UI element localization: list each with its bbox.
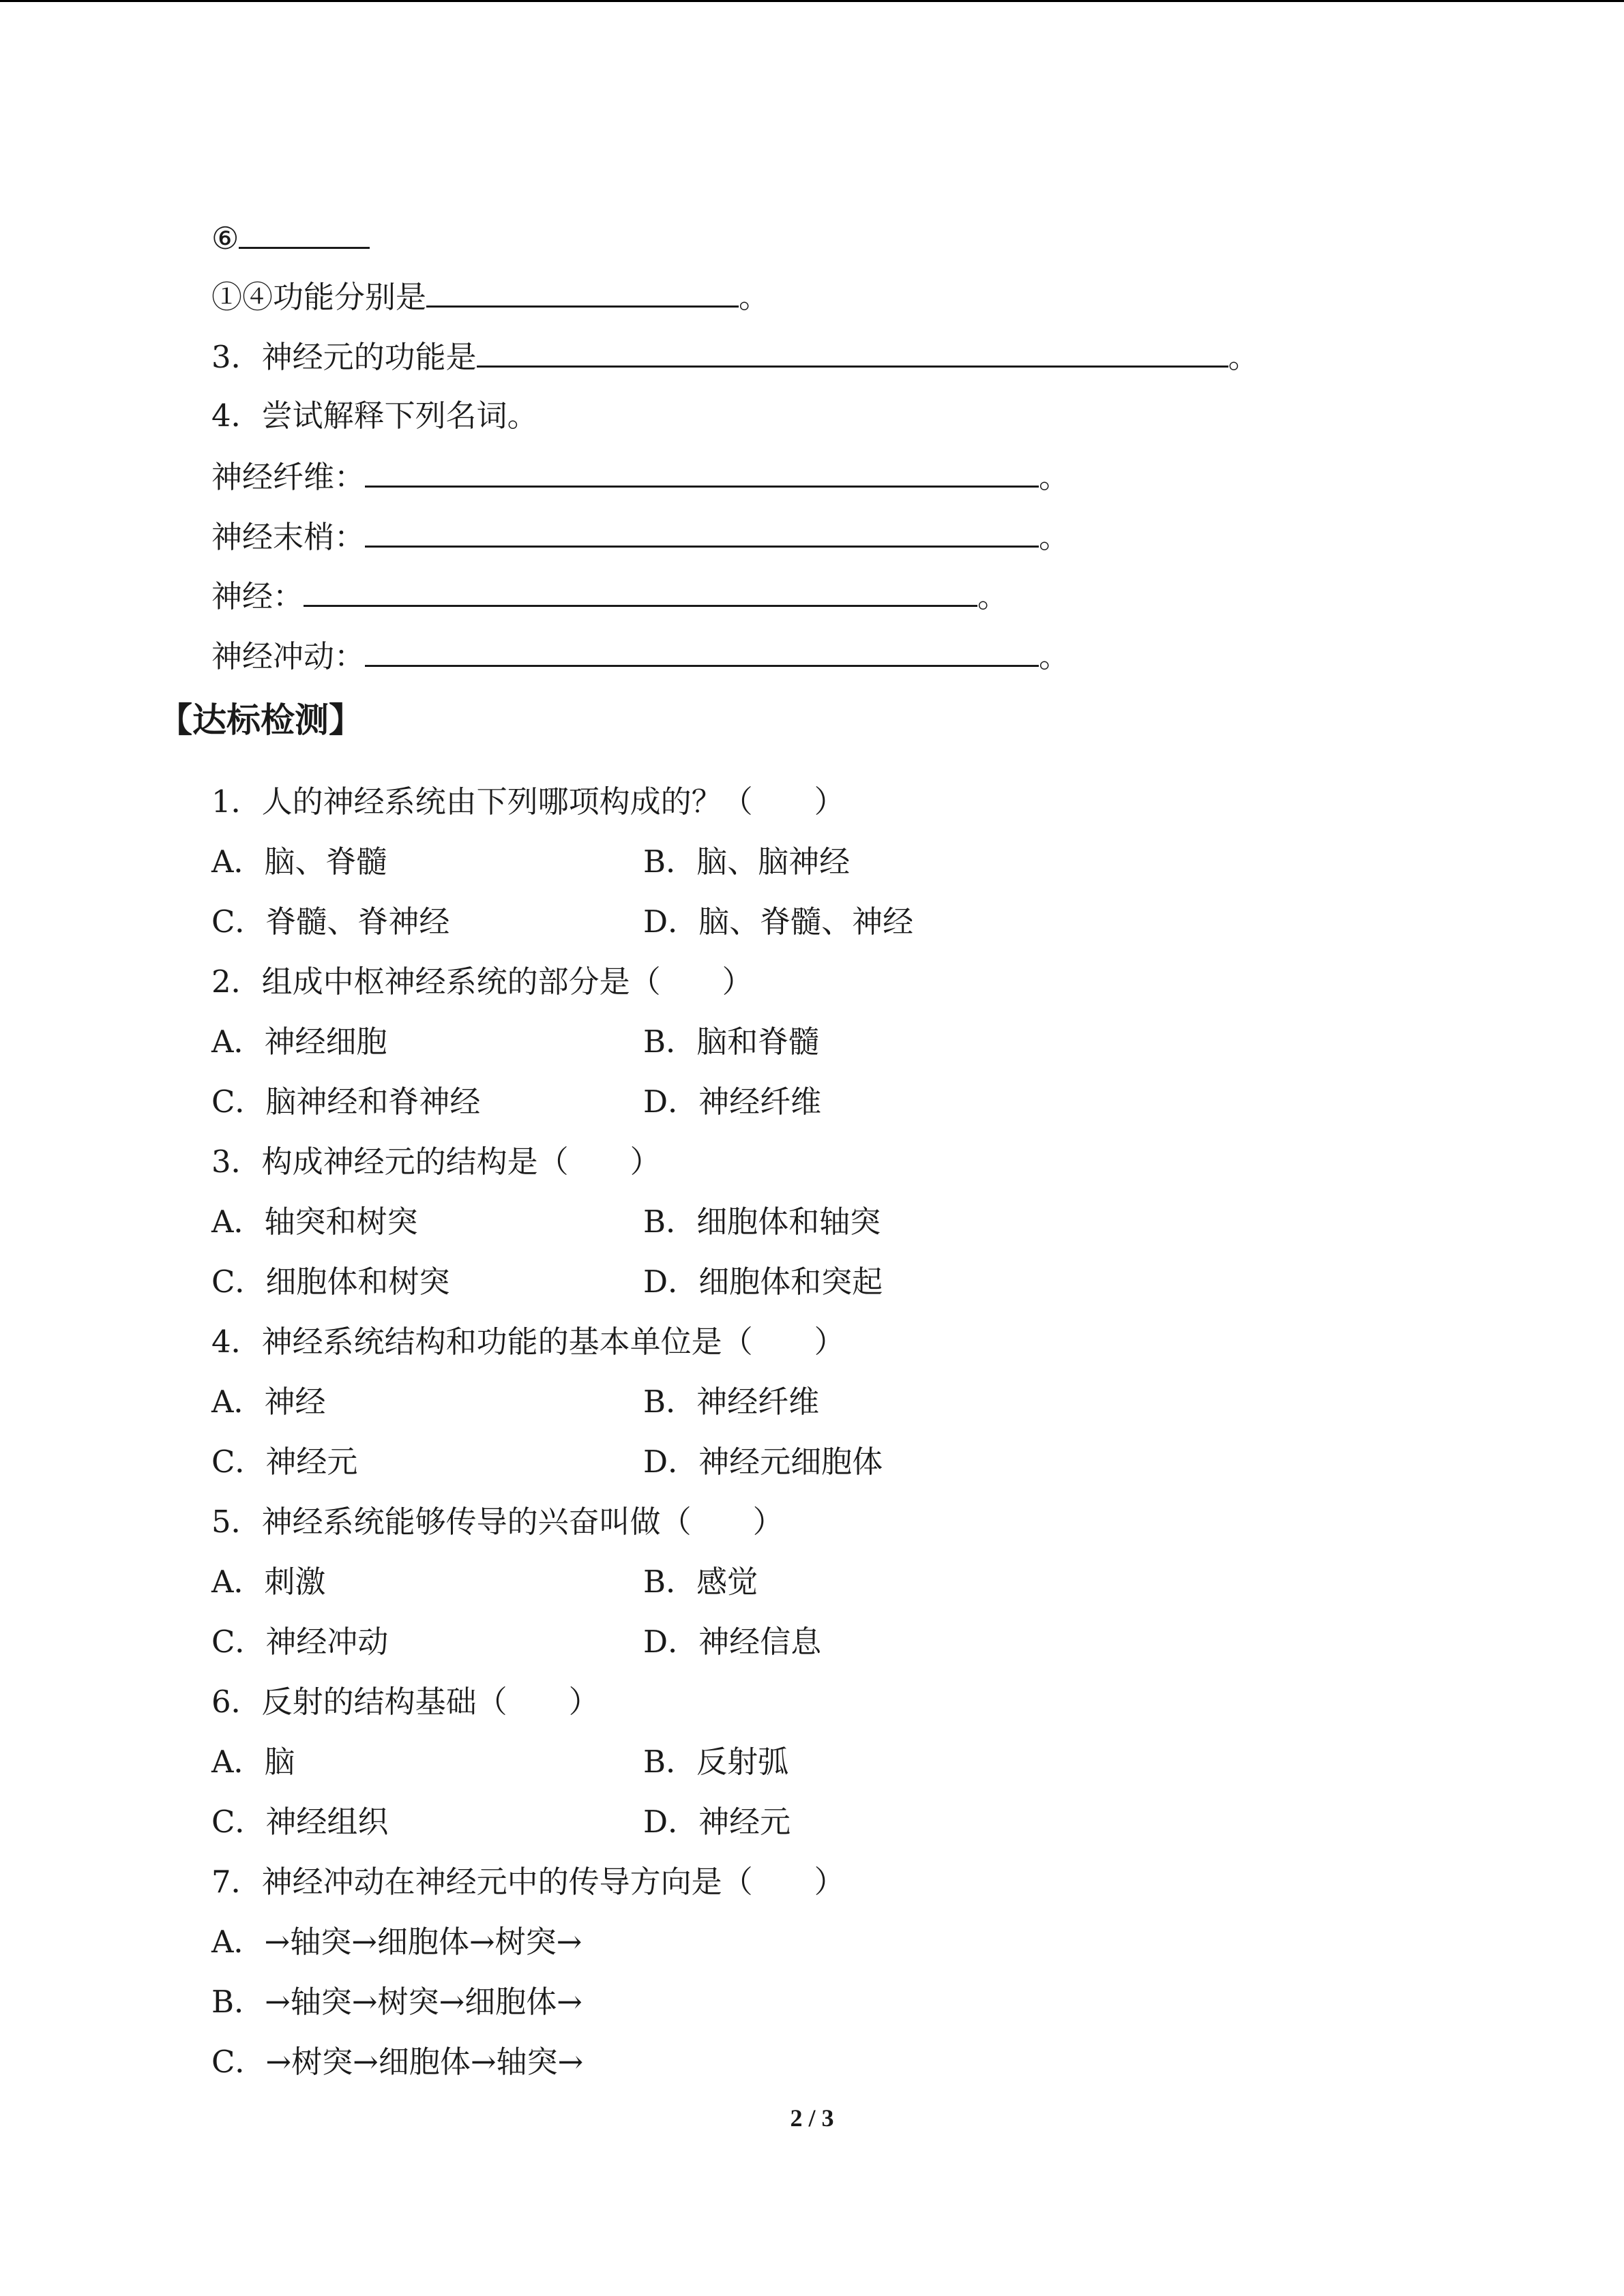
- q3-line: [211, 336, 1259, 378]
- section-title: 【达标检测】: [158, 700, 363, 740]
- question-options-row: [211, 841, 1507, 882]
- term-blank[interactable]: [365, 635, 1039, 667]
- question-options-row: [211, 1262, 1507, 1302]
- option-b[interactable]: B．细胞体和轴突: [643, 1204, 881, 1240]
- term-end: 。: [977, 578, 1009, 614]
- option-b[interactable]: B．神经纤维: [643, 1384, 820, 1420]
- question-stem: 2．组成中枢神经系统的部分是（ ）: [211, 964, 753, 1000]
- term-label: 神经末梢：: [211, 519, 366, 555]
- question-stem: 5．神经系统能够传导的兴奋叫做（ ）: [211, 1504, 784, 1540]
- term-label: 神经：: [211, 578, 304, 614]
- option-a[interactable]: A．脑: [211, 1744, 295, 1780]
- option-c[interactable]: C．脊髓、脊神经: [211, 904, 450, 940]
- q3-end: 。: [1228, 339, 1259, 375]
- term-nerve-fiber: [211, 456, 1069, 498]
- question-options-row: [211, 1562, 1507, 1602]
- term-label: 神经冲动：: [211, 638, 366, 674]
- question-stem: 3．构成神经元的结构是（ ）: [211, 1144, 661, 1180]
- option-d[interactable]: D．细胞体和突起: [643, 1264, 883, 1300]
- option-d[interactable]: D．神经元: [643, 1804, 791, 1840]
- option-a[interactable]: A．神经: [211, 1384, 326, 1420]
- option-d[interactable]: D．脑、脊髓、神经: [643, 904, 914, 940]
- option-c[interactable]: C．神经组织: [211, 1804, 389, 1840]
- item6-line: [211, 217, 370, 259]
- option-c[interactable]: C．细胞体和树突: [211, 1264, 450, 1300]
- option-b[interactable]: B．感觉: [643, 1564, 758, 1600]
- option-b[interactable]: B．脑、脑神经: [643, 844, 851, 880]
- question-options-row: [211, 1742, 1507, 1783]
- term-label: 神经纤维：: [211, 459, 366, 495]
- option-d[interactable]: D．神经纤维: [643, 1084, 822, 1120]
- top-border: [0, 0, 1624, 2]
- item6-blank[interactable]: [239, 217, 370, 249]
- q4-line: 4．尝试解释下列名词。: [211, 398, 538, 434]
- option-b[interactable]: B．→轴突→树突→细胞体→: [211, 1984, 582, 2020]
- term-end: 。: [1039, 638, 1070, 674]
- term-nerve-ending: [211, 516, 1069, 558]
- q3-prompt: 3．神经元的功能是: [211, 339, 477, 375]
- option-a[interactable]: A．→轴突→细胞体→树突→: [211, 1924, 582, 1960]
- term-blank[interactable]: [365, 516, 1039, 548]
- question-options-row: [211, 1622, 1507, 1663]
- term-blank[interactable]: [365, 456, 1039, 488]
- option-c[interactable]: C．→树突→细胞体→轴突→: [211, 2044, 584, 2080]
- question-options-row: [211, 1022, 1507, 1062]
- question-options-row: [211, 1382, 1507, 1422]
- term-end: 。: [1039, 459, 1070, 495]
- question-stem: 6．反射的结构基础（ ）: [211, 1684, 600, 1720]
- option-b[interactable]: B．脑和脊髓: [643, 1024, 820, 1060]
- option-d[interactable]: D．神经元细胞体: [643, 1444, 883, 1480]
- option-c[interactable]: C．神经元: [211, 1444, 358, 1480]
- option-a[interactable]: A．脑、脊髓: [211, 844, 387, 880]
- question-stem: 1．人的神经系统由下列哪项构成的？（ ）: [211, 784, 845, 820]
- question-options-row: [211, 1202, 1507, 1242]
- functions-blank[interactable]: [426, 275, 739, 308]
- question-options-row: [211, 901, 1507, 942]
- option-d[interactable]: D．神经信息: [643, 1624, 822, 1660]
- page-number: 2 / 3: [790, 2104, 834, 2132]
- functions-line: [211, 275, 769, 318]
- functions-end: 。: [739, 279, 770, 315]
- question-options-row: [211, 1082, 1507, 1122]
- q3-blank[interactable]: [477, 336, 1228, 368]
- term-nerve-impulse: [211, 635, 1069, 677]
- option-a[interactable]: A．刺激: [211, 1564, 326, 1600]
- question-stem: 7．神经冲动在神经元中的传导方向是（ ）: [211, 1864, 845, 1900]
- term-nerve: [211, 575, 1008, 617]
- item6-marker: ⑥: [211, 220, 239, 256]
- option-c[interactable]: C．脑神经和脊神经: [211, 1084, 481, 1120]
- question-options-row: [211, 1442, 1507, 1482]
- option-b[interactable]: B．反射弧: [643, 1744, 789, 1780]
- question-stem: 4．神经系统结构和功能的基本单位是（ ）: [211, 1324, 845, 1360]
- question-options-row: [211, 1802, 1507, 1843]
- option-c[interactable]: C．神经冲动: [211, 1624, 389, 1660]
- term-blank[interactable]: [304, 575, 977, 607]
- functions-prompt: ①④功能分别是: [211, 279, 427, 315]
- option-a[interactable]: A．轴突和树突: [211, 1204, 418, 1240]
- option-a[interactable]: A．神经细胞: [211, 1024, 387, 1060]
- term-end: 。: [1039, 519, 1070, 555]
